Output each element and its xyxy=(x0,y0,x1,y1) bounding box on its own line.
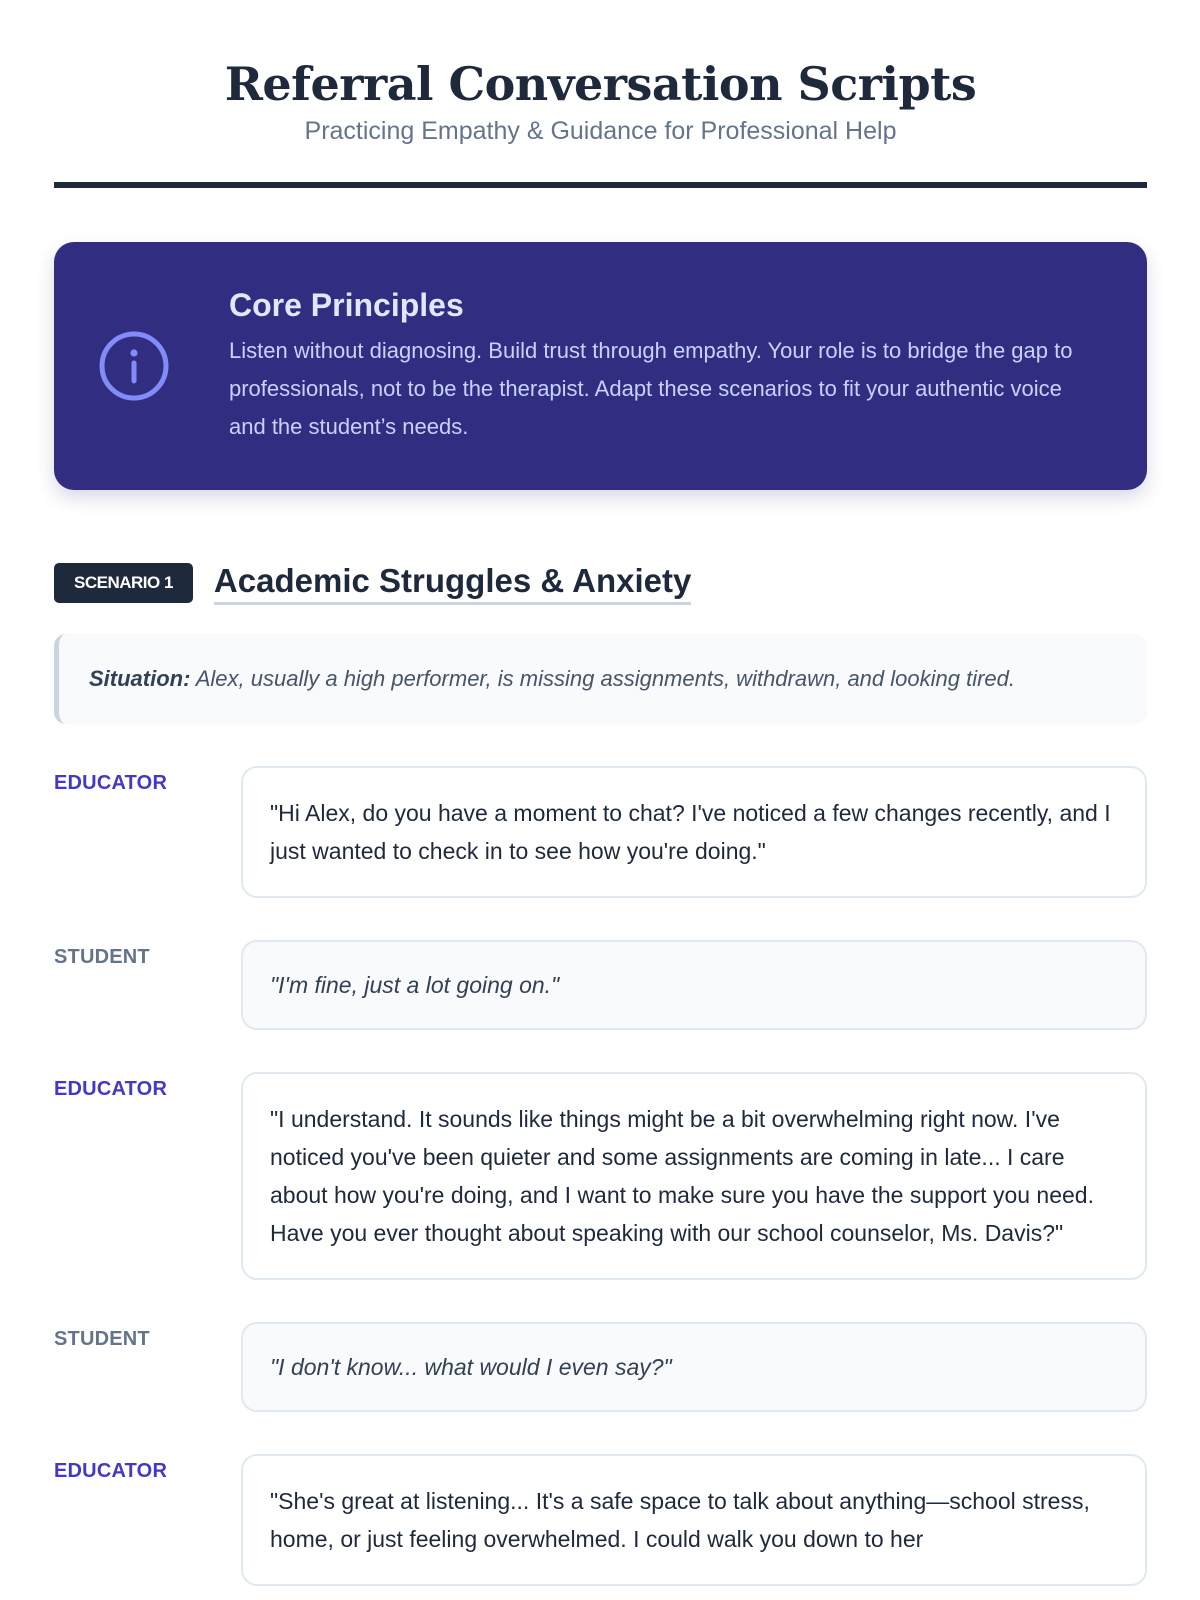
dialogue-turn xyxy=(54,766,1147,898)
core-principles-body xyxy=(229,286,1091,446)
dialogue-turn xyxy=(54,1454,1147,1586)
core-principles-text: Listen without diagnosing. Build trust through empathy. Your role is to bridge the gap to professionals, not to be the therapist. Adapt these scenarios to fit your authentic voice and the student’s needs. xyxy=(229,338,1073,439)
dialogue-turn xyxy=(54,1322,1147,1412)
scenario-title: Academic Struggles & Anxiety xyxy=(214,562,691,605)
info-icon xyxy=(98,330,170,402)
student-line: "I don't know... what would I even say?" xyxy=(241,1322,1147,1412)
educator-line: "She's great at listening... It's a safe space to talk about anything—school stress, home, or just feeling overwhelmed. I could walk you down to her xyxy=(241,1454,1147,1586)
speaker-label: STUDENT xyxy=(54,946,150,968)
page-header xyxy=(54,0,1147,188)
speaker-label: EDUCATOR xyxy=(54,1460,168,1482)
page-subtitle: Practicing Empathy & Guidance for Professional Help xyxy=(304,117,897,145)
page xyxy=(54,0,1147,1586)
speaker-label: STUDENT xyxy=(54,1328,150,1350)
situation-text: Alex, usually a high performer, is missing assignments, withdrawn, and looking tired. xyxy=(190,666,1016,691)
page-title: Referral Conversation Scripts xyxy=(224,57,977,111)
situation-lead: Situation: xyxy=(89,666,191,691)
educator-line: "Hi Alex, do you have a moment to chat? I've noticed a few changes recently, and I just wanted to check in to see how you're doing." xyxy=(241,766,1147,898)
speaker-label: EDUCATOR xyxy=(54,772,168,794)
situation-box xyxy=(54,634,1147,724)
header-divider xyxy=(54,182,1147,188)
educator-line: "I understand. It sounds like things might be a bit overwhelming right now. I've noticed you've been quieter and some assignments are coming in late... I care about how you're doing, and I want to make sure you have the support you need. Have you ever thought about speaking with our school counselor, Ms. Davis?" xyxy=(241,1072,1147,1280)
core-principles-title: Core Principles xyxy=(229,287,464,323)
speaker-label: EDUCATOR xyxy=(54,1078,168,1100)
core-principles-card xyxy=(54,242,1147,490)
dialogue-turn xyxy=(54,940,1147,1030)
dialogue-turn xyxy=(54,1072,1147,1280)
scenario-header xyxy=(54,562,1147,604)
scenario-badge: SCENARIO 1 xyxy=(54,563,193,603)
student-line: "I'm fine, just a lot going on." xyxy=(241,940,1147,1030)
